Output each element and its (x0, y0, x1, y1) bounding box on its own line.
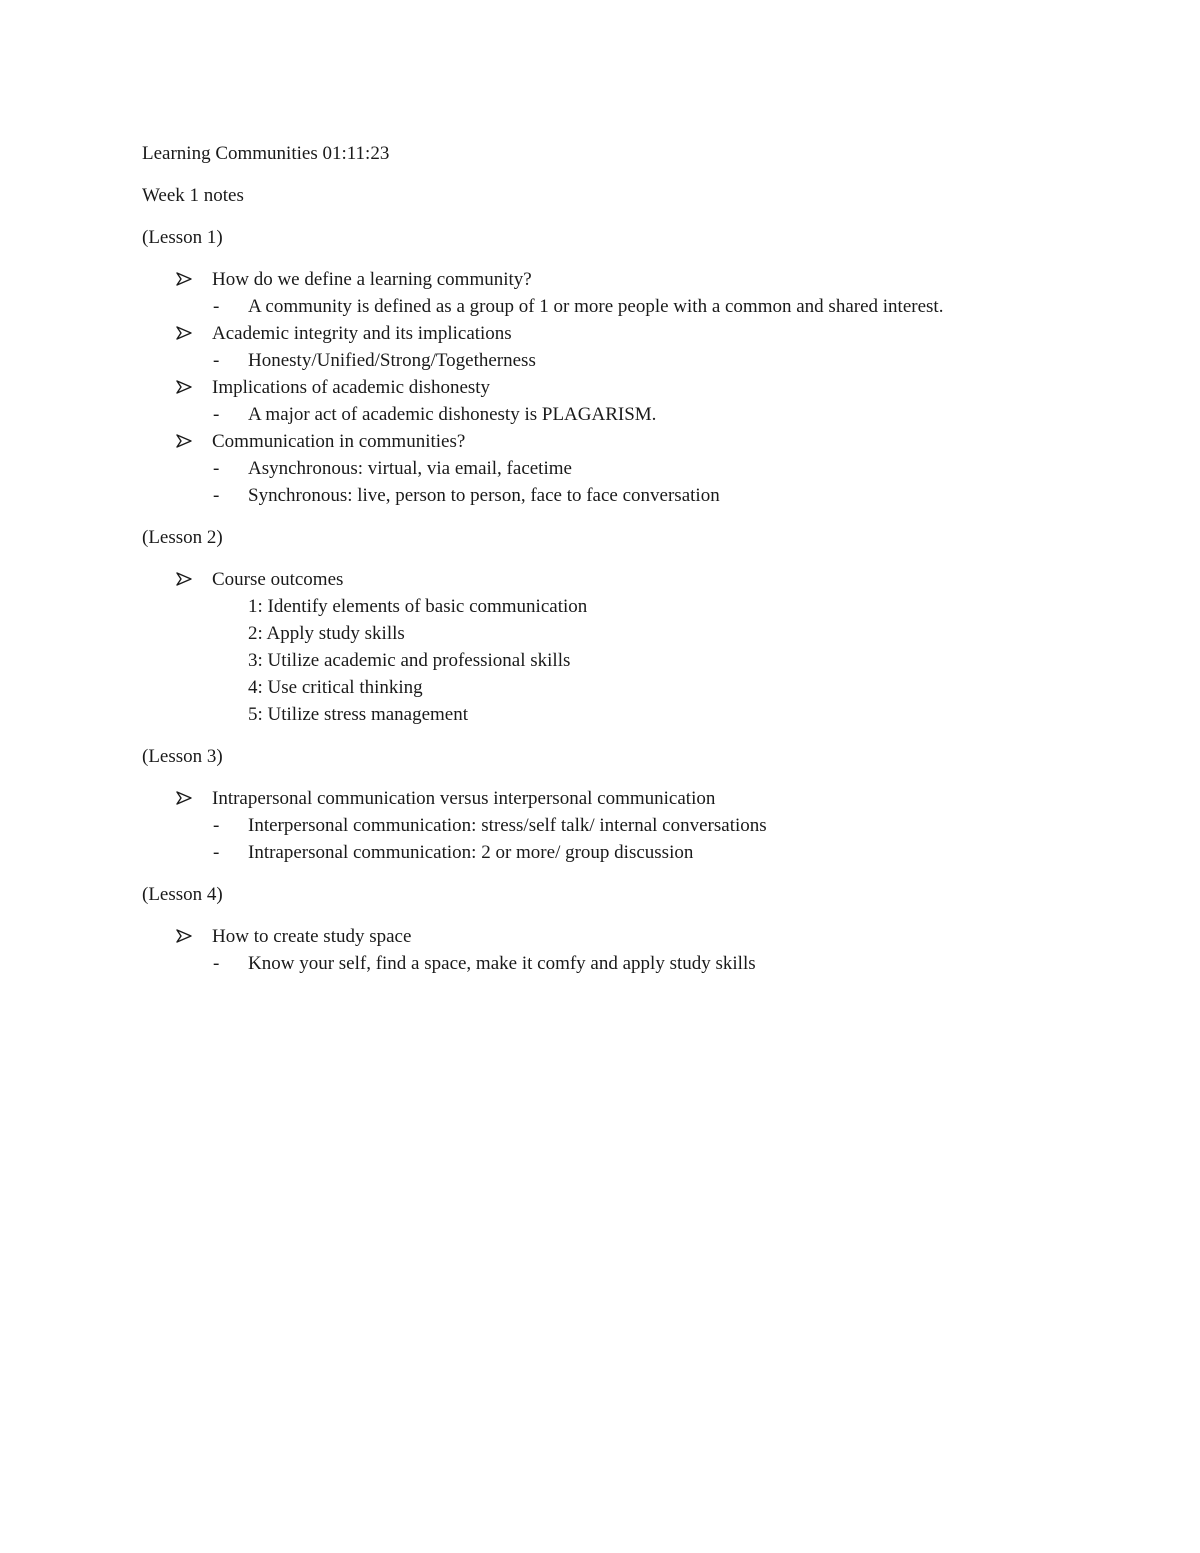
document-page (142, 140, 1142, 977)
bullet-item (142, 428, 1142, 455)
document-title: Learning Communities 01:11:23 (142, 143, 390, 164)
sub-item-text: Asynchronous: virtual, via email, facetime (248, 458, 572, 479)
sub-item (142, 812, 1142, 839)
bullet-item (142, 785, 1142, 812)
bullet-item (142, 374, 1142, 401)
sub-item (142, 482, 1142, 509)
bullet-item (142, 923, 1142, 950)
sub-item-text: Honesty/Unified/Strong/Togetherness (248, 350, 536, 371)
bullet-text: Course outcomes (212, 569, 344, 590)
lesson-section (142, 881, 1142, 977)
dash-marker: - (213, 485, 220, 506)
bullet-text: Academic integrity and its implications (212, 323, 512, 344)
arrow-bullet-icon (176, 266, 196, 293)
sub-item (142, 839, 1142, 866)
bullet-item (142, 320, 1142, 347)
numbered-item: 4: Use critical thinking (248, 677, 423, 698)
sub-item (142, 401, 1142, 428)
arrow-bullet-icon (176, 785, 196, 812)
numbered-item: 3: Utilize academic and professional skills (248, 650, 571, 671)
sub-item (142, 455, 1142, 482)
sub-item (142, 347, 1142, 374)
arrow-bullet-icon (176, 320, 196, 347)
sub-item-text: A major act of academic dishonesty is PLAGARISM. (248, 404, 657, 425)
arrow-bullet-icon (176, 923, 196, 950)
lesson-section (142, 524, 1142, 728)
dash-marker: - (213, 350, 220, 371)
sub-item (142, 293, 1142, 320)
arrow-bullet-icon (176, 374, 196, 401)
bullet-text: How do we define a learning community? (212, 269, 532, 290)
bullet-item (142, 266, 1142, 293)
bullet-item (142, 566, 1142, 593)
dash-marker: - (213, 815, 220, 836)
sub-item-text: Know your self, find a space, make it comfy and apply study skills (248, 953, 756, 974)
lesson-heading: (Lesson 3) (142, 746, 223, 767)
dash-marker: - (213, 842, 220, 863)
dash-marker: - (213, 458, 220, 479)
bullet-text: Intrapersonal communication versus interpersonal communication (212, 788, 716, 809)
lesson-heading: (Lesson 4) (142, 884, 223, 905)
bullet-text: Communication in communities? (212, 431, 466, 452)
sub-item-text: Intrapersonal communication: 2 or more/ group discussion (248, 842, 694, 863)
lesson-heading: (Lesson 1) (142, 227, 223, 248)
numbered-item: 1: Identify elements of basic communication (248, 596, 588, 617)
sub-item-text: A community is defined as a group of 1 or more people with a common and shared interest. (248, 296, 944, 317)
dash-marker: - (213, 404, 220, 425)
document-subtitle: Week 1 notes (142, 185, 244, 206)
lesson-heading: (Lesson 2) (142, 527, 223, 548)
numbered-item: 5: Utilize stress management (248, 704, 469, 725)
sub-item (142, 950, 1142, 977)
sub-item-text: Interpersonal communication: stress/self talk/ internal conversations (248, 815, 767, 836)
lesson-section (142, 743, 1142, 866)
bullet-text: How to create study space (212, 926, 412, 947)
arrow-bullet-icon (176, 566, 196, 593)
numbered-item: 2: Apply study skills (248, 623, 405, 644)
dash-marker: - (213, 953, 220, 974)
lesson-section (142, 224, 1142, 509)
dash-marker: - (213, 296, 220, 317)
bullet-text: Implications of academic dishonesty (212, 377, 491, 398)
arrow-bullet-icon (176, 428, 196, 455)
sub-item-text: Synchronous: live, person to person, face to face conversation (248, 485, 720, 506)
